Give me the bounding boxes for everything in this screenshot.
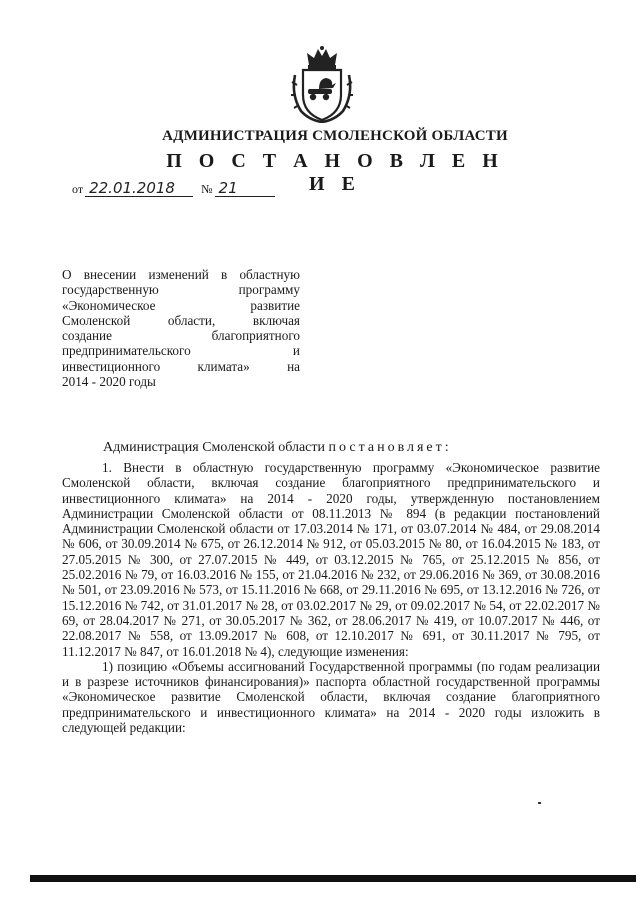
bottom-scan-border bbox=[30, 875, 636, 882]
body-paragraph: 1) позицию «Объемы ассигнований Государственной программы (по годам реализации и в разрезе источников финансирования)» паспорта областной государственной программы «Экономическое развитие Смоленской области, включая создание благоприятного предпринимательского и инвестиционного климата» на 2014 - 2020 годы изложить в следующей редакции: bbox=[62, 658, 600, 736]
intro-verb: постановляет: bbox=[328, 440, 452, 455]
subject-line: Смоленской области, включая bbox=[62, 312, 300, 328]
number-prefix: № bbox=[201, 182, 213, 196]
subject-line: создание благоприятного bbox=[62, 328, 300, 344]
subject-line: «Экономическое развитие bbox=[62, 297, 300, 313]
document-type-title: П О С Т А Н О В Л Е Н И Е bbox=[166, 150, 504, 195]
intro-text: Администрация Смоленской области bbox=[103, 440, 329, 455]
subject-line: 2014 - 2020 годы bbox=[62, 374, 156, 390]
document-date-number-line bbox=[72, 180, 275, 197]
body-paragraph: 1. Внести в областную государственную программу «Экономическое развитие Смоленской области, включая создание благоприятного предпринимательского и инвестиционного климата» на 2014 - 2020 годы, утвержденную постановлением Администрации Смоленской области от 08.11.2013 № 894 (в редакции постановлений Администрации Смоленской области от 17.03.2014 № 171, от 03.07.2014 № 484, от 29.08.2014 № 606, от 30.09.2014 № 675, от 26.12.2014 № 912, от 05.03.2015 № 80, от 16.04.2015 № 183, от 27.05.2015 № 300, от 27.07.2015 № 449, от 03.12.2015 № 765, от 25.12.2015 № 856, от 25.02.2016 № 79, от 16.03.2016 № 155, от 21.04.2016 № 232, от 29.06.2016 № 369, от 30.08.2016 № 501, от 23.09.2016 № 573, от 15.11.2016 № 668, от 29.11.2016 № 695, от 13.12.2016 № 726, от 15.12.2016 № 742, от 31.01.2017 № 28, от 03.02.2017 № 29, от 09.02.2017 № 54, от 22.02.2017 № 69, от 28.04.2017 № 271, от 30.05.2017 № 362, от 28.06.2017 № 419, от 10.07.2017 № 446, от 22.08.2017 № 558, от 13.09.2017 № 608, от 12.10.2017 № 691, от 30.11.2017 № 795, от 11.12.2017 № 847, от 16.01.2018 № 4), следующие изменения: bbox=[62, 460, 600, 659]
subject-line: О внесении изменений в областную bbox=[62, 267, 300, 282]
coat-of-arms-emblem bbox=[289, 45, 355, 123]
subject-line: государственную программу bbox=[62, 282, 300, 298]
document-number: 21 bbox=[215, 180, 275, 197]
document-subject bbox=[62, 267, 300, 389]
date-prefix: от bbox=[72, 182, 84, 196]
document-body bbox=[62, 460, 600, 735]
scan-speck bbox=[538, 802, 541, 804]
subject-line: предпринимательского и bbox=[62, 343, 300, 359]
resolution-intro bbox=[103, 440, 452, 456]
document-date: 22.01.2018 bbox=[85, 180, 193, 197]
subject-line: инвестиционного климата» на bbox=[62, 358, 300, 374]
organization-title: АДМИНИСТРАЦИЯ СМОЛЕНСКОЙ ОБЛАСТИ bbox=[162, 128, 508, 144]
